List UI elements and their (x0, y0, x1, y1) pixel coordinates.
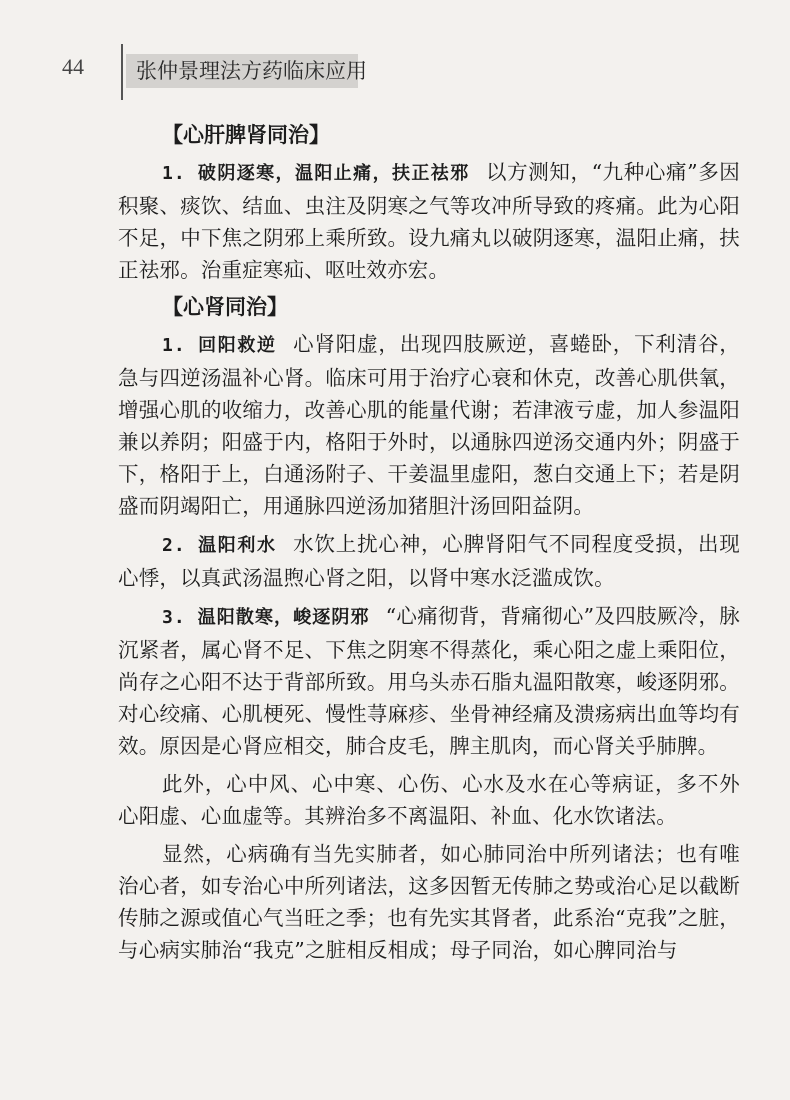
paragraph-lead: 1. 回阳救逆 (162, 335, 277, 356)
paragraph-text: 此外，心中风、心中寒、心伤、心水及水在心等病证，多不外心阳虚、心血虚等。其辨治多不离温阳、补血、化水饮诸法。 (118, 772, 740, 828)
paragraph-text: 心肾阳虚，出现四肢厥逆，喜蜷卧，下利清谷，急与四逆汤温补心肾。临床可用于治疗心衰和休克，改善心肌供氧，增强心肌的收缩力，改善心肌的能量代谢；若津液亏虚，加人参温阳兼以养阴；阳盛于内，格阳于外时，以通脉四逆汤交通内外；阴盛于下，格阳于上，白通汤附子、干姜温里虚阳，葱白交通上下；若是阴盛而阴竭阳亡，用通脉四逆汤加猪胆汁汤回阳益阴。 (118, 332, 740, 518)
page-number: 44 (62, 54, 84, 79)
book-title: 张仲景理法方药临床应用 (126, 54, 358, 88)
header-divider (121, 44, 123, 100)
paragraph (118, 600, 740, 762)
paragraph-text: 水饮上扰心神，心脾肾阳气不同程度受损，出现心悸，以真武汤温煦心肾之阳，以肾中寒水泛滥成饮。 (118, 532, 740, 590)
paragraph (118, 768, 740, 832)
paragraph-lead: 1. 破阴逐寒，温阳止痛，扶正祛邪 (162, 163, 470, 184)
paragraph-lead: 3. 温阳散寒，峻逐阴邪 (162, 607, 370, 628)
paragraph (118, 528, 740, 594)
paragraph-text: “心痛彻背，背痛彻心”及四肢厥冷，脉沉紧者，属心肾不足、下焦之阴寒不得蒸化，乘心阳之虚上乘阳位，尚存之心阳不达于背部所致。用乌头赤石脂丸温阳散寒，峻逐阴邪。对心绞痛、心肌梗死、慢性荨麻疹、坐骨神经痛及溃疡病出血等均有效。原因是心肾应相交，肺合皮毛，脾主肌肉，而心肾关乎肺脾。 (118, 604, 740, 758)
paragraph-lead: 2. 温阳利水 (162, 535, 277, 556)
paragraph (118, 838, 740, 966)
section-heading: 【心肝脾肾同治】 (162, 123, 330, 147)
running-header (0, 44, 790, 100)
page-body (118, 114, 740, 972)
paragraph-text: 以方测知，“九种心痛”多因积聚、痰饮、结血、虫注及阴寒之气等攻冲所导致的疼痛。此为心阳不足，中下焦之阴邪上乘所致。设九痛丸以破阴逐寒，温阳止痛，扶正祛邪。治重症寒疝、呕吐效亦宏。 (118, 160, 741, 282)
paragraph (118, 156, 740, 286)
paragraph-text: 显然，心病确有当先实肺者，如心肺同治中所列诸法；也有唯治心者，如专治心中所列诸法，这多因暂无传肺之势或治心足以截断传肺之源或值心气当旺之季；也有先实其肾者，此系治“克我”之脏，与心病实肺治“我克”之脏相反相成；母子同治，如心脾同治与 (118, 842, 740, 962)
paragraph (118, 328, 740, 522)
section-heading: 【心肾同治】 (162, 295, 288, 319)
